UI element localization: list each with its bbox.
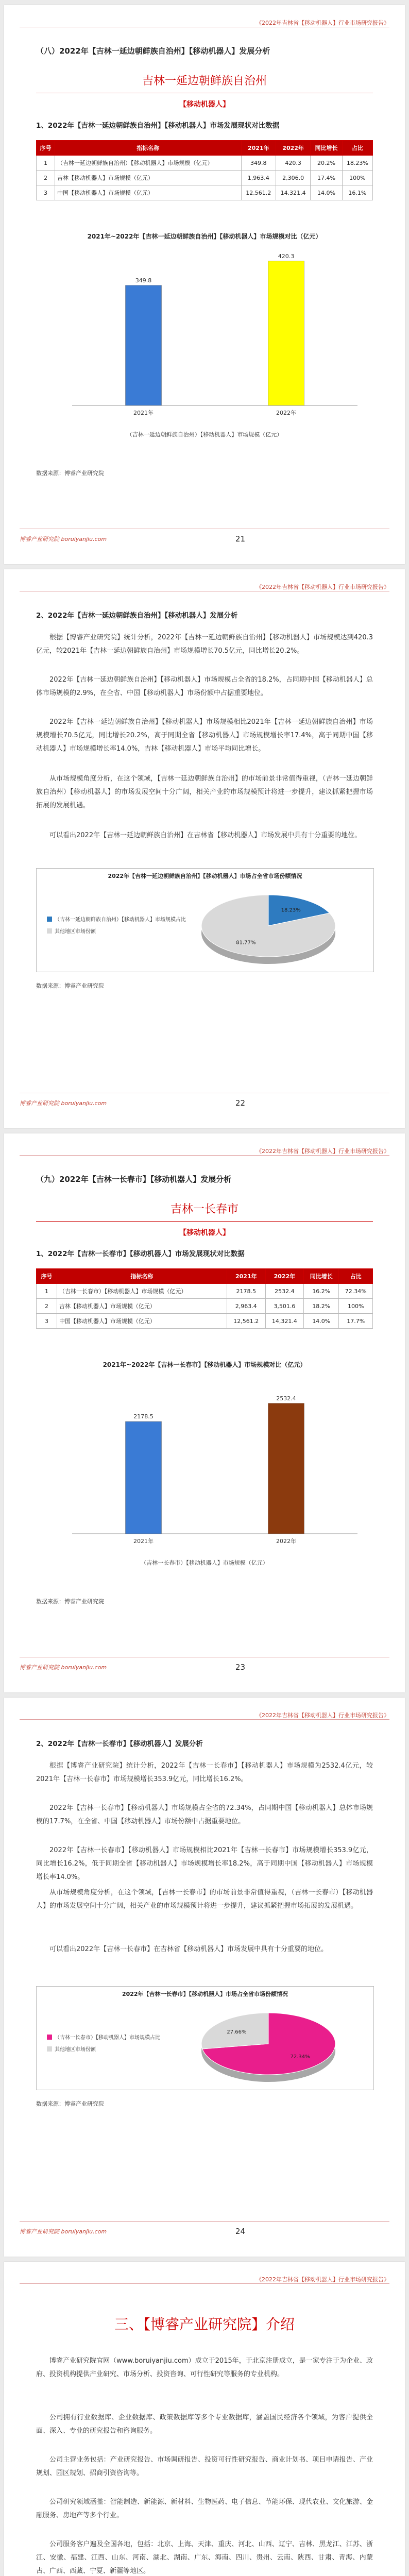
body-paragraph: 2022年【吉林一延边朝鲜族自治州】【移动机器人】市场规模相比2021年【吉林一延边朝鲜族自治州】市场规模增长70.5亿元，同比增长20.2%，高于同期全省【移动机器人】市场规模增长率17.4%，高于同期中国【移动机器人】市场规模增长率14.0%，吉林【移动机器人】市场平均同比增长。 <box>36 718 373 753</box>
bar <box>126 285 162 405</box>
body-paragraph: 根据【博睿产业研究院】统计分析，2022年【吉林一延边朝鲜族自治州】【移动机器人】市场规模达到420.3亿元，较2021年【吉林一延边朝鲜族自治州】市场规模增长70.5亿元，同比增长20.2%。 <box>36 634 373 655</box>
column-header: 2022年 <box>276 141 310 156</box>
bar-chart <box>36 1369 373 1580</box>
table-cell: （吉林一延边朝鲜族自治州）【移动机器人】市场规模（亿元） <box>55 156 241 171</box>
table-cell: 3 <box>37 1314 57 1329</box>
page-number: 23 <box>235 1663 245 1672</box>
body-paragraph: 公司主营业务包括：产业研究报告、市场调研报告、投资可行性研究报告、商业计划书、项目申请报告、产业规划、园区规划、招商引资咨询等。 <box>36 2456 373 2477</box>
legend-label: （吉林一延边朝鲜族自治州）【移动机器人】市场规模占比 <box>55 917 186 923</box>
x-tick-label: 2022年 <box>276 1538 296 1545</box>
report-page-24 <box>4 1698 405 2257</box>
header-divider <box>20 2283 389 2284</box>
legend-swatch <box>47 2046 52 2052</box>
table-cell: 14,321.4 <box>265 1314 304 1329</box>
legend-item <box>47 2045 160 2053</box>
bar-chart-container <box>36 232 373 459</box>
pie-chart-container <box>36 1986 374 2090</box>
pie-legend <box>47 2033 160 2057</box>
body-paragraph: 2022年【吉林一长春市】【移动机器人】市场规模相比2021年【吉林一长春市】市场规模增长353.9亿元，同比增长16.2%，低于同期全省【移动机器人】市场规模增长率18.2%，高于同期中国【移动机器人】市场规模增长率14.0%。 <box>36 1846 373 1881</box>
table-cell: 1,963.4 <box>241 171 276 185</box>
report-page-23 <box>4 1133 405 1692</box>
report-page-22 <box>4 569 405 1128</box>
table-cell: 100% <box>339 1299 373 1314</box>
body-paragraph: 可以看出2022年【吉林一长春市】在吉林省【移动机器人】市场发展中具有十分重要的地位。 <box>49 1945 328 1953</box>
legend-label: 其他地区市场份额 <box>55 929 96 935</box>
pie-data-label: 18.23% <box>281 907 301 913</box>
comparison-table <box>36 1268 373 1329</box>
table-header-row <box>37 1269 373 1284</box>
pie-data-label: 27.66% <box>227 2029 247 2035</box>
header-divider <box>20 1155 389 1156</box>
table-cell: 18.23% <box>342 156 372 171</box>
body-paragraph: 从市场规模角度分析，在这个领域，【吉林一延边朝鲜族自治州】的市场前景非常值得重视，（吉林一延边朝鲜族自治州）【移动机器人】的市场发展空间十分广阔，相关产业的市场规模预计将进一步提升，建议抓紧把握市场拓展的发展机遇。 <box>36 775 373 809</box>
table-cell: 吉林【移动机器人】市场规模（亿元） <box>57 1299 227 1314</box>
table-cell: 3,501.6 <box>265 1299 304 1314</box>
table-cell: 2532.4 <box>265 1284 304 1299</box>
body-paragraph: 公司研究领域涵盖：智能制造、新能源、新材料、生物医药、电子信息、节能环保、现代农业、文化旅游、金融服务、房地产等多个行业。 <box>36 2498 373 2519</box>
page-header: 《2022年吉林省【移动机器人】行业市场研究报告》 <box>256 1712 389 1719</box>
report-page-25 <box>4 2262 405 2576</box>
table-row <box>37 1314 373 1329</box>
table-cell: 2,963.4 <box>227 1299 265 1314</box>
table-cell: 2 <box>37 171 55 185</box>
region-title: 吉林一长春市 <box>170 1203 238 1216</box>
subsection-title: 2、2022年【吉林一延边朝鲜族自治州】【移动机器人】发展分析 <box>36 612 238 620</box>
header-divider <box>20 1719 389 1720</box>
body-paragraph: 可以看出2022年【吉林一延边朝鲜族自治州】在吉林省【移动机器人】市场发展中具有十分重要的地位。 <box>49 832 362 839</box>
table-cell: 1 <box>37 1284 57 1299</box>
table-cell: 14.0% <box>311 185 343 200</box>
table-cell: 100% <box>342 171 372 185</box>
column-header: 序号 <box>37 1269 57 1284</box>
table-cell: 3 <box>37 185 55 200</box>
page-header: 《2022年吉林省【移动机器人】行业市场研究报告》 <box>256 1148 389 1155</box>
chart-title: 2021年~2022年【吉林一延边朝鲜族自治州】【移动机器人】市场规模对比（亿元） <box>87 233 322 240</box>
x-tick-label: 2021年 <box>133 410 154 416</box>
x-axis-label: （吉林一延边朝鲜族自治州）【移动机器人】市场规模（亿元） <box>126 431 283 438</box>
body-paragraph: 博睿产业研究院官网（www.boruiyanjiu.com）成立于2015年，于北京注册成立，是一家专注于为企业、政府、投资机构提供产业研究、市场分析、投资咨询、可行性研究等服务的专业机构。 <box>36 2357 373 2378</box>
subsection-title: 1、2022年【吉林一延边朝鲜族自治州】【移动机器人】市场发展现状对比数据 <box>36 122 280 130</box>
page-header: 《2022年吉林省【移动机器人】行业市场研究报告》 <box>256 20 389 26</box>
table-cell: 1 <box>37 156 55 171</box>
comparison-table <box>36 140 373 200</box>
bar-chart <box>36 241 373 452</box>
report-page-21 <box>4 5 405 564</box>
chart-title: 2021年~2022年【吉林一长春市】【移动机器人】市场规模对比（亿元） <box>103 1361 306 1368</box>
table-cell: 14.0% <box>304 1314 339 1329</box>
column-header: 同比增长 <box>304 1269 339 1284</box>
body-paragraph: 从市场规模角度分析，在这个领域，【吉林一长春市】的市场前景非常值得重视，（吉林一长春市）【移动机器人】的市场发展空间十分广阔，相关产业的市场规模预计将进一步提升，建议抓紧把握市场拓展的发展机遇。 <box>36 1889 373 1910</box>
table-cell: 16.2% <box>304 1284 339 1299</box>
table-cell: 18.2% <box>304 1299 339 1314</box>
region-divider <box>36 1221 373 1222</box>
footer-site: 博睿产业研究院 boruiyanjiu.com <box>20 1100 107 1107</box>
table-cell: 16.1% <box>342 185 372 200</box>
page-footer <box>20 1657 389 1672</box>
legend-swatch <box>47 2035 52 2040</box>
data-source: 数据来源：博睿产业研究院 <box>36 1598 104 1605</box>
pie-data-label: 72.34% <box>290 2054 310 2060</box>
column-header: 同比增长 <box>311 141 343 156</box>
column-header: 指标名称 <box>55 141 241 156</box>
data-source: 数据来源：博睿产业研究院 <box>36 982 104 989</box>
table-cell: 20.2% <box>311 156 343 171</box>
table-cell: 12,561.2 <box>227 1314 265 1329</box>
pie-chart-container <box>36 868 374 972</box>
body-paragraph: 2022年【吉林一长春市】【移动机器人】市场规模占全省的72.34%，占同期中国【移动机器人】总体市场规模的17.7%，在全省、中国【移动机器人】市场份额中占据重要地位。 <box>36 1804 373 1825</box>
body-paragraph: 公司拥有行业数据库、企业数据库、政策数据库等多个专业数据库，涵盖国民经济各个领域，为客户提供全面、深入、专业的研究报告和咨询服务。 <box>36 2414 373 2435</box>
table-cell: 420.3 <box>276 156 310 171</box>
table-header-row <box>37 141 373 156</box>
page-number: 24 <box>235 2227 245 2236</box>
column-header: 占比 <box>342 141 372 156</box>
table-cell: 2,306.0 <box>276 171 310 185</box>
footer-site: 博睿产业研究院 boruiyanjiu.com <box>20 536 107 543</box>
table-cell: 12,561.2 <box>241 185 276 200</box>
legend-label: （吉林一长春市）【移动机器人】市场规模占比 <box>55 2035 160 2041</box>
legend-label: 其他地区市场份额 <box>55 2047 96 2053</box>
bar <box>268 261 304 405</box>
body-paragraph: 2022年【吉林一延边朝鲜族自治州】【移动机器人】市场规模占全省的18.2%，占同期中国【移动机器人】总体市场规模的2.9%，在全省、中国【移动机器人】市场份额中占据重要地位。 <box>36 676 373 697</box>
table-row <box>37 1284 373 1299</box>
pie-title: 2022年【吉林一长春市】【移动机器人】市场占全省市场份额情况 <box>122 1991 288 1997</box>
subsection-title: 1、2022年【吉林一长春市】【移动机器人】市场发展现状对比数据 <box>36 1250 245 1258</box>
page-footer <box>20 1093 389 1108</box>
table-row <box>37 1299 373 1314</box>
page-number: 22 <box>235 1098 245 1108</box>
column-header: 序号 <box>37 141 55 156</box>
pie-chart <box>165 882 371 970</box>
x-axis-label: （吉林一长春市）【移动机器人】市场规模（亿元） <box>141 1560 268 1566</box>
page-number: 21 <box>235 534 245 544</box>
body-paragraph: 公司服务客户遍及全国各地，包括：北京、上海、天津、重庆、河北、山西、辽宁、吉林、黑龙江、江苏、浙江、安徽、福建、江西、山东、河南、湖北、湖南、广东、海南、四川、贵州、云南、陕西、甘肃、青海、内蒙古、广西、西藏、宁夏、新疆等地区。 <box>36 2540 373 2575</box>
bar <box>268 1403 304 1534</box>
bar-chart-container <box>36 1360 373 1587</box>
page-footer <box>20 529 389 544</box>
pie-data-label: 81.77% <box>236 940 256 946</box>
section-title: 三、【博睿产业研究院】介绍 <box>114 2316 295 2333</box>
footer-site: 博睿产业研究院 boruiyanjiu.com <box>20 1664 107 1671</box>
table-cell: 2178.5 <box>227 1284 265 1299</box>
x-tick-label: 2021年 <box>133 1538 154 1545</box>
section-title: （八）2022年【吉林一延边朝鲜族自治州】【移动机器人】发展分析 <box>36 46 270 56</box>
data-source: 数据来源：博睿产业研究院 <box>36 2100 104 2107</box>
pie-chart <box>165 2000 371 2088</box>
bar <box>126 1421 162 1534</box>
legend-item <box>47 2033 160 2041</box>
section-title: （九）2022年【吉林一长春市】【移动机器人】发展分析 <box>36 1175 232 1184</box>
column-header: 2022年 <box>265 1269 304 1284</box>
table-cell: 中国【移动机器人】市场规模（亿元） <box>55 185 241 200</box>
region-title: 吉林一延边朝鲜族自治州 <box>142 75 267 88</box>
page-header: 《2022年吉林省【移动机器人】行业市场研究报告》 <box>256 584 389 590</box>
page-footer <box>20 2221 389 2236</box>
table-cell: 349.8 <box>241 156 276 171</box>
region-subtitle: 【移动机器人】 <box>179 100 230 109</box>
legend-swatch <box>47 928 52 934</box>
column-header: 2021年 <box>241 141 276 156</box>
table-cell: 14,321.4 <box>276 185 310 200</box>
region-subtitle: 【移动机器人】 <box>179 1229 230 1237</box>
table-cell: （吉林一长春市）【移动机器人】市场规模（亿元） <box>57 1284 227 1299</box>
body-paragraph: 根据【博睿产业研究院】统计分析，2022年【吉林一长春市】【移动机器人】市场规模为2532.4亿元，较2021年【吉林一长春市】市场规模增长353.9亿元，同比增长16.2%。 <box>36 1762 373 1783</box>
table-row <box>37 171 373 185</box>
legend-swatch <box>47 917 52 922</box>
column-header: 占比 <box>339 1269 373 1284</box>
data-source: 数据来源：博睿产业研究院 <box>36 470 104 477</box>
table-cell: 中国【移动机器人】市场规模（亿元） <box>57 1314 227 1329</box>
subsection-title: 2、2022年【吉林一长春市】【移动机器人】发展分析 <box>36 1740 203 1748</box>
data-label: 2178.5 <box>133 1413 154 1420</box>
data-label: 2532.4 <box>276 1395 296 1402</box>
table-row <box>37 156 373 171</box>
table-cell: 17.7% <box>339 1314 373 1329</box>
data-label: 349.8 <box>135 277 152 284</box>
footer-site: 博睿产业研究院 boruiyanjiu.com <box>20 2228 107 2235</box>
column-header: 指标名称 <box>57 1269 227 1284</box>
data-label: 420.3 <box>278 252 295 260</box>
column-header: 2021年 <box>227 1269 265 1284</box>
page-header: 《2022年吉林省【移动机器人】行业市场研究报告》 <box>256 2276 389 2283</box>
pie-title: 2022年【吉林一延边朝鲜族自治州】【移动机器人】市场占全省市场份额情况 <box>108 873 302 879</box>
table-cell: 2 <box>37 1299 57 1314</box>
table-cell: 17.4% <box>311 171 343 185</box>
table-cell: 吉林【移动机器人】市场规模（亿元） <box>55 171 241 185</box>
table-row <box>37 185 373 200</box>
x-tick-label: 2022年 <box>276 410 296 416</box>
table-cell: 72.34% <box>339 1284 373 1299</box>
